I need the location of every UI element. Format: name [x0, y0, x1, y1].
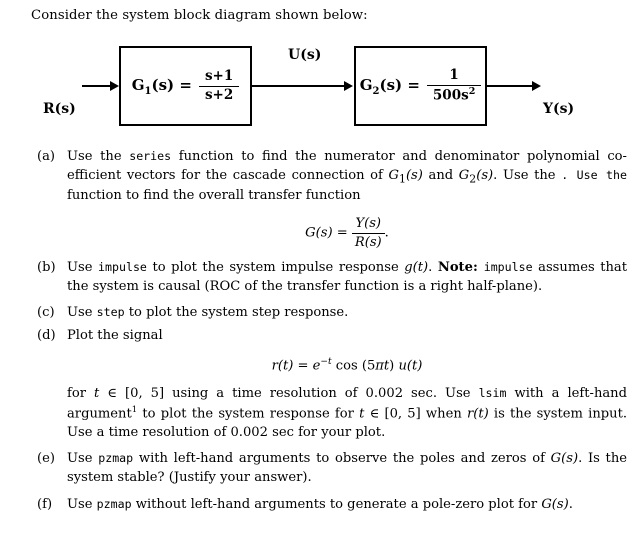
block-g1-name: G — [131, 75, 145, 94]
block-g2-suffix: (s) = — [379, 75, 420, 94]
code-pzmap-1: pzmap — [98, 451, 134, 466]
block-g1-suffix: (s) = — [151, 75, 192, 94]
block-g2-subscript: 2 — [372, 85, 380, 97]
list-item-a — [31, 148, 627, 250]
item-e-body: Use pzmap with left-hand arguments to observe the poles and zeros of G(s). Is the system stable? (Justify your answer). — [67, 451, 628, 486]
list-item-d — [31, 327, 627, 443]
item-d-equation: $r(t) = e^{-t}$ cos (5πt) u(t) — [271, 357, 423, 374]
list-item-c — [31, 304, 627, 323]
diagram-input-label: R(s) — [43, 101, 76, 117]
block-g2-denominator — [427, 86, 481, 104]
item-d-tag: (d) — [37, 327, 56, 343]
item-e-tag: (e) — [37, 451, 55, 467]
item-a-tag: (a) — [37, 149, 56, 164]
item-b-body: Use impulse to plot the system impulse response g(t). Note: impulse assumes that the system is causal (ROC of the transfer function is a right half-plane). — [67, 260, 628, 294]
block-g1-denominator: s+2 — [204, 86, 234, 103]
block-g1-fraction — [199, 69, 239, 103]
question-list — [31, 148, 627, 522]
block-g2-fraction — [427, 68, 481, 104]
item-a-equation — [67, 216, 627, 250]
wire-middle — [252, 85, 347, 87]
list-item-f — [31, 496, 627, 515]
arrowhead-middle — [344, 81, 353, 91]
arrowhead-input — [110, 81, 119, 91]
code-series: series — [129, 149, 172, 163]
item-a-equation-numerator: Y(s) — [352, 216, 385, 233]
list-item-b — [31, 259, 627, 296]
item-a-equation-lhs: G(s) = — [305, 225, 348, 241]
code-pzmap-2: pzmap — [96, 496, 132, 511]
wire-output — [487, 85, 535, 87]
intro-text: Consider the system block diagram shown below: — [31, 8, 368, 23]
block-g2-label — [360, 76, 420, 97]
block-g2-denominator-base: 500s — [432, 87, 469, 104]
block-g1-label — [132, 76, 192, 97]
wire-input — [82, 85, 112, 87]
item-a-equation-denominator: R(s) — [354, 234, 382, 250]
item-d-lead: Plot the signal — [67, 327, 163, 343]
block-g1-subscript: 1 — [144, 85, 152, 97]
block-g2-numerator: 1 — [427, 68, 481, 86]
item-c-body: Use step to plot the system step response. — [67, 305, 349, 321]
item-f-body: Use pzmap without left-hand arguments to generate a pole-zero plot for G(s). — [67, 496, 573, 512]
footnote-marker: 1 — [131, 404, 138, 415]
item-b-tag: (b) — [37, 260, 56, 276]
item-a-equation-trail: . — [384, 225, 389, 241]
block-g1 — [119, 46, 252, 126]
list-item-e — [31, 450, 627, 487]
item-a-body: Use the series function to find the numerator and denominator polynomial co-efficient vectors for the cascade connection of $G_1(s)$ and $G_2(s)$. Use the . Use the function to find the overall transfer function G(s) = $\frac{Y(s)}{R(s)}$ . — [67, 149, 627, 250]
code-printsys: . Use the — [561, 167, 627, 182]
item-c-tag: (c) — [37, 305, 55, 321]
code-impulse-1: impulse — [98, 260, 147, 275]
code-lsim: lsim — [478, 386, 507, 401]
diagram-output-label: Y(s) — [543, 101, 575, 117]
diagram-middle-label: U(s) — [288, 47, 322, 63]
block-g2-name: G — [359, 75, 373, 94]
code-step: step — [96, 305, 125, 320]
item-f-tag: (f) — [37, 496, 53, 512]
block-diagram — [31, 38, 621, 128]
block-g2 — [354, 46, 487, 126]
item-d-body: Plot the signal $r(t) = e^{-t}$ cos (5πt) u(t) for t ∈ [0, 5] using a time resolution of 0.002 sec. Use lsim with a left-hand argument$^1$ to plot the system response for t ∈ [0, 5] when r(t) is the system input. Use a time resolution of 0.002 sec for your plot. — [67, 327, 627, 440]
item-b-note-label: Note: — [437, 260, 484, 276]
block-g1-numerator: s+1 — [199, 69, 239, 87]
block-g2-denominator-exponent: 2 — [468, 85, 476, 97]
code-impulse-2: impulse — [483, 260, 533, 275]
arrowhead-output — [532, 81, 541, 91]
